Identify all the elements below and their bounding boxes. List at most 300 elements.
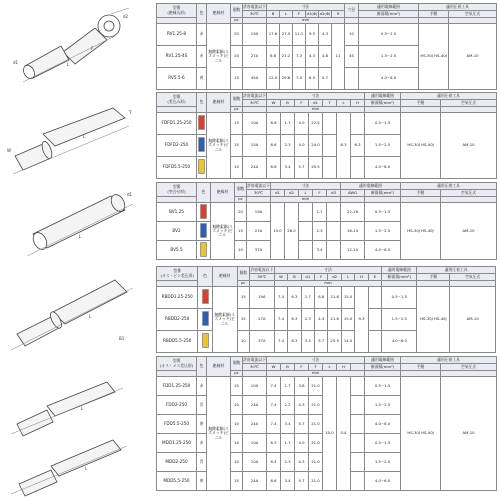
color-cell: 青 (197, 396, 207, 415)
dim-cell: 21.0 (309, 453, 323, 472)
dim-col: B (281, 364, 295, 371)
dim-cell: 4.3 (295, 453, 309, 472)
dim-cell (351, 396, 365, 415)
wire-cell: 0.5~1.5 (365, 203, 401, 222)
hand-tool-cell: HS-30J HS-40J (401, 377, 441, 491)
hand-tool-cell: HS-30J HS-40J (401, 203, 441, 260)
dim-cell: 4.0 (295, 135, 309, 157)
current-cell: 27A (249, 309, 274, 331)
qty-cell: 20 (231, 46, 243, 68)
wire-cell: 1.5~2.5 (365, 396, 401, 415)
header-tool-hand: 手動 (401, 190, 441, 197)
dim-cell: 8.3 (337, 113, 351, 179)
model-cell: MDD5.5-250 (157, 472, 197, 491)
wire-cell: 1.5~2.5 (359, 46, 419, 68)
dim-label-t: T (129, 110, 132, 115)
header-wire-area: 断面積(mm²) (382, 274, 417, 281)
dim-cell: 21.0 (309, 396, 323, 415)
male-terminal-drawing (3, 272, 153, 352)
dim-cell: 2.3 (301, 309, 314, 331)
model-cell: FDFD2-250 (157, 135, 197, 157)
model-cell: MDD2-250 (157, 453, 197, 472)
dim-cell: 6.6 (267, 46, 280, 68)
dim-cell: 3.4 (301, 331, 314, 353)
color-cell (197, 157, 207, 179)
dim-cell: 7.0 (293, 68, 306, 90)
color-chip-icon (202, 311, 209, 326)
qty-cell: 15 (231, 68, 243, 90)
header-wire-area: 断面積(mm²) (365, 100, 401, 107)
wire-cell: 4.0~6.0 (359, 68, 419, 90)
header-insulation: 絶縁材 (207, 357, 231, 377)
header-packaging: 個数 (237, 267, 249, 281)
dim-cell: 5.7 (295, 472, 309, 491)
color-chip-icon (200, 223, 207, 238)
header-dimensions: 寸法 (267, 4, 345, 11)
dim-cell: 5.7 (315, 331, 328, 353)
dim-cell: 4.0 (295, 434, 309, 453)
dim-cell (327, 203, 341, 222)
section-fasten-terminals (0, 356, 500, 500)
current-cell: 10A (243, 453, 267, 472)
color-cell: 黄 (197, 68, 207, 90)
qty-cell: 15 (231, 377, 243, 396)
header-wire-area: 断面積(mm²) (365, 364, 401, 371)
dim-col: L (299, 190, 313, 197)
dim-cell: 7.4 (274, 287, 287, 309)
color-cell: 赤 (197, 377, 207, 396)
header-dimensions: 寸法 (267, 357, 365, 364)
awg-cell: 22-16 (341, 203, 365, 222)
dim-col: H (355, 274, 368, 281)
header-model: 型番 (絶縁丸形) (157, 4, 197, 18)
table-row (157, 287, 496, 309)
header-unit: pc (235, 197, 247, 203)
dim-cell (351, 415, 365, 434)
header-wire-area: 断面積(mm²) (359, 11, 419, 18)
dim-cell (351, 113, 365, 135)
qty-cell: 10 (231, 453, 243, 472)
header-unit: pc (231, 371, 243, 377)
dim-cell (368, 287, 382, 309)
dim-label-f: F (91, 46, 94, 51)
hand-tool-cell: HS-30J HS-40J (401, 113, 441, 179)
dim-cell: 4.3 (315, 309, 328, 331)
wire-cell: 1.5~2.5 (382, 309, 417, 331)
dim-cell: 17.6 (267, 24, 280, 46)
dim-cell: 11 (332, 24, 345, 90)
qty-cell: 20 (231, 24, 243, 46)
color-chip-icon (202, 289, 209, 304)
dim-cell: 2.3 (313, 222, 327, 241)
dim-cell: 6.3 (288, 287, 301, 309)
dim-cell: 4.3 (295, 396, 309, 415)
header-tool: 適用圧着工具 (401, 183, 497, 190)
header-mm: mm (267, 107, 365, 113)
current-cell: 27A (247, 222, 271, 241)
header-tool-air: 空気圧式 (449, 11, 497, 18)
dim-cell (368, 309, 382, 331)
header-tool-hand: 手動 (417, 274, 450, 281)
dim-cell: 21.0 (309, 472, 323, 491)
tail-cell: 10 (345, 24, 359, 46)
current-cell: 37A (249, 331, 274, 353)
dim-label-l: L (67, 62, 70, 67)
dim-cell (299, 203, 313, 222)
dim-cell: 26.0 (285, 203, 299, 260)
header-unit: pc (231, 18, 243, 24)
color-cell: 黄 (197, 472, 207, 491)
dim-cell (323, 135, 337, 157)
dim-cell: 12.0 (267, 68, 280, 90)
color-cell (198, 331, 212, 353)
dim-col: L (337, 100, 351, 107)
header-tool: 適用圧着工具 (401, 357, 497, 364)
dim-cell: 6.6 (267, 472, 281, 491)
dim-cell: 5.7 (295, 157, 309, 179)
model-cell: RV5.5-6 (157, 68, 197, 90)
dim-col: H (351, 100, 365, 107)
qty-cell: 15 (237, 309, 249, 331)
material-cell: 無酸素銅(スズメッキ)ビニル (207, 377, 231, 491)
dim-cell: 21.2 (280, 46, 293, 68)
tail-cell: 4S (345, 46, 359, 68)
dim-label-l: L (79, 234, 82, 239)
qty-cell: 10 (237, 331, 249, 353)
header-current: 許容電流以下 (243, 356, 266, 362)
wire-cell: 1.5~2.5 (365, 222, 401, 241)
header-insulation: 絶縁材 (212, 267, 237, 287)
ring-terminal-drawing (3, 6, 153, 86)
header-wire: 適用電線範囲 (365, 357, 401, 364)
wire-cell: 4.0~6.0 (365, 241, 401, 260)
header-awg: AWG (341, 190, 365, 197)
qty-cell: 10 (235, 241, 247, 260)
header-model: 型番 (オス・メス差込形) (157, 357, 197, 371)
qty-cell: 10 (231, 415, 243, 434)
model-cell: BV2 (157, 222, 197, 241)
dim-col: F (295, 100, 309, 107)
current-cell: 19A (247, 203, 271, 222)
current-cell: 19A (249, 287, 274, 309)
dim-cell: 21.6 (328, 287, 341, 309)
color-cell: 赤 (197, 434, 207, 453)
wire-cell: 4.0~6.0 (382, 331, 417, 353)
dim-col: d1 (301, 274, 314, 281)
header-current: 許容電流以下 (243, 3, 266, 9)
header-wire: 適用電線範囲 (341, 183, 401, 190)
current-cell: 19A (243, 24, 267, 46)
color-cell: 黄 (197, 415, 207, 434)
dim-cell: 7.4 (267, 415, 281, 434)
current-cell: 37A (247, 241, 271, 260)
dim-cell: 6.4 (267, 453, 281, 472)
wire-cell: 4.0~6.0 (365, 415, 401, 434)
header-current: 許容電流以下 (243, 92, 266, 98)
color-chip-icon (202, 333, 209, 348)
model-cell: FDFD5.5-250 (157, 157, 197, 179)
dim-label-l: L (81, 406, 84, 411)
qty-cell: 15 (231, 472, 243, 491)
dim-cell: 7.4 (274, 331, 287, 353)
dim-col: E (368, 274, 382, 281)
current-cell: 24A (243, 472, 267, 491)
color-chip-icon (200, 204, 207, 219)
table-row (157, 113, 497, 135)
header-insulation: 絶縁材 (207, 4, 231, 24)
qty-cell: 20 (235, 203, 247, 222)
dim-col: d3 (327, 190, 341, 197)
dim-col: B (267, 11, 280, 18)
dim-col: L (341, 274, 354, 281)
header-color: 色 (197, 183, 211, 203)
butt-connector-table (156, 182, 497, 260)
dim-cell: 6.8 (315, 287, 328, 309)
dim-cell: 15.0 (271, 203, 285, 260)
color-cell: 青 (197, 453, 207, 472)
dim-col: d1 (271, 190, 285, 197)
dim-col: B (281, 100, 295, 107)
color-cell: 赤 (197, 46, 207, 68)
qty-cell: 10 (231, 396, 243, 415)
dim-cell: 2.3 (281, 135, 295, 157)
header-mm: mm (267, 371, 365, 377)
color-cell (198, 287, 212, 309)
male-terminal-table (156, 266, 496, 353)
dim-cell: 6.3 (288, 331, 301, 353)
dim-cell (368, 331, 382, 353)
dim-cell: 11.1 (293, 24, 306, 46)
dim-cell: 6.6 (267, 135, 281, 157)
wire-cell: 1.5~2.5 (365, 453, 401, 472)
dim-cell: 27.5 (280, 24, 293, 46)
section-ring-terminals (0, 0, 500, 90)
qty-cell: 15 (235, 222, 247, 241)
dim-cell: 4.3 (306, 46, 319, 68)
current-cell: 24A (243, 396, 267, 415)
dim-cell (351, 157, 365, 179)
header-color: 色 (197, 4, 207, 24)
dim-cell: 3.8 (295, 377, 309, 396)
air-tool-cell: AM-10 (449, 24, 497, 90)
current-cell: 27A (243, 46, 267, 68)
dim-cell: 7.4 (267, 377, 281, 396)
dim-cell: 10.0 (323, 377, 337, 491)
dim-col: d1(Φ) (306, 10, 318, 16)
qty-cell: 15 (231, 113, 243, 135)
fasten-terminal-table (156, 356, 497, 491)
material-cell: 無酸素銅(スズメッキ)ビニル (211, 203, 235, 260)
dim-col: H (332, 11, 345, 18)
current-cell: 10A (243, 113, 267, 135)
color-cell (197, 135, 207, 157)
dim-col (351, 364, 365, 371)
dim-label-d1: d1 (127, 192, 133, 197)
dim-cell (351, 453, 365, 472)
header-temp: 30℃ (249, 274, 274, 281)
current-cell: 10A (243, 434, 267, 453)
header-unit: pc (237, 281, 249, 287)
header-current: 許容電流以下 (250, 266, 274, 272)
color-chip-icon (198, 137, 205, 152)
air-tool-cell: AM-10 (441, 377, 497, 491)
dim-label-l: L (83, 134, 86, 139)
dim-cell: 5.7 (319, 68, 332, 90)
dim-col: T (323, 100, 337, 107)
dim-label-d1: d1 (13, 60, 19, 65)
dim-cell: 21.6 (328, 309, 341, 331)
air-tool-cell: AM-10 (441, 113, 497, 179)
header-packaging: 個数 (231, 93, 243, 107)
header-mm: mm (274, 281, 381, 287)
dim-cell: 29.6 (280, 68, 293, 90)
color-cell (197, 241, 211, 260)
air-tool-cell: AM-10 (450, 287, 496, 353)
header-temp: 30℃ (243, 11, 267, 18)
dim-cell: 7.3 (293, 46, 306, 68)
header-tool-air: 空気圧式 (441, 190, 497, 197)
model-cell: FDD1.25-250 (157, 377, 197, 396)
female-terminal-drawing (3, 100, 153, 176)
header-current: 許容電流以下 (247, 182, 270, 188)
dim-label-w: W (7, 148, 11, 153)
header-color: 色 (197, 357, 207, 377)
dim-col: d2 (328, 274, 341, 281)
dim-cell: 4.0 (295, 113, 309, 135)
model-cell: BV1.25 (157, 203, 197, 222)
dim-cell: 1.7 (301, 287, 314, 309)
dim-col: F (315, 274, 328, 281)
dim-cell (351, 472, 365, 491)
header-tool: 適用圧着工具 (419, 4, 497, 11)
qty-cell: 15 (231, 135, 243, 157)
header-packaging: 個数 (235, 183, 247, 197)
wire-cell: 4.0~6.0 (365, 157, 401, 179)
tail-cell (345, 68, 359, 90)
dim-col: F (293, 11, 306, 18)
wire-cell: 0.5~1.5 (365, 377, 401, 396)
section-female-terminals (0, 92, 500, 180)
dim-cell: 21.0 (309, 434, 323, 453)
header-packaging: 個数 (231, 357, 243, 371)
dim-col: W (274, 274, 287, 281)
wire-cell: 0.5~1.5 (365, 434, 401, 453)
model-cell: RBDD5.5-250 (157, 331, 198, 353)
dim-cell (323, 157, 337, 179)
section-male-terminals (0, 266, 500, 352)
header-color: 色 (198, 267, 212, 287)
dim-cell: 6.6 (267, 113, 281, 135)
header-tool: 適用圧着工具 (417, 267, 496, 274)
header-wire: 適用電線範囲 (359, 4, 419, 11)
dim-cell: 2.2 (281, 396, 295, 415)
dim-col: L (280, 11, 293, 18)
dim-col: d1 (309, 100, 323, 107)
header-model: 型番 (突合せ形) (157, 183, 197, 197)
model-cell: RV1.25-8 (157, 24, 197, 46)
current-cell: 15A (243, 135, 267, 157)
dim-label-d2: d2 (123, 14, 129, 19)
header-tool-air: 空気圧式 (441, 364, 497, 371)
dim-cell: 14.0 (341, 331, 354, 353)
dim-label-b1: B1 (119, 336, 125, 341)
dim-cell: 15.0 (341, 309, 354, 331)
dim-col: W (267, 100, 281, 107)
dim-cell (299, 241, 313, 260)
model-cell: MDD1.25-250 (157, 434, 197, 453)
dim-label-l: L (89, 314, 92, 319)
ring-terminal-table (156, 3, 497, 90)
air-tool-cell: AM-10 (441, 203, 497, 260)
header-tool: 適用圧着工具 (401, 93, 497, 100)
dim-cell: 3.4 (313, 241, 327, 260)
header-temp: 30℃ (243, 364, 267, 371)
color-cell (198, 309, 212, 331)
header-unit: pc (231, 107, 243, 113)
header-tool-hand: 手動 (419, 11, 449, 18)
color-chip-icon (200, 242, 207, 257)
dim-cell: 6.3 (267, 434, 281, 453)
dim-cell (299, 222, 313, 241)
dim-cell: 3.4 (281, 472, 295, 491)
header-tool-air: 空気圧式 (441, 100, 497, 107)
header-insulation: 絶縁材 (211, 183, 235, 203)
qty-cell: 10 (231, 157, 243, 179)
dim-col: F (295, 364, 309, 371)
header-tool-hand: 手動 (401, 100, 441, 107)
dim-cell (351, 434, 365, 453)
header-hole: 穴径 (345, 4, 359, 18)
qty-cell: 15 (237, 287, 249, 309)
dim-cell: 7.4 (274, 309, 287, 331)
current-cell: 24A (243, 157, 267, 179)
color-cell (197, 113, 207, 135)
header-mm: mm (271, 197, 341, 203)
header-color: 色 (197, 93, 207, 113)
header-dimensions: 寸法 (271, 183, 341, 190)
header-wire: 適用電線範囲 (365, 93, 401, 100)
dim-cell (323, 113, 337, 135)
current-cell: 24A (243, 415, 267, 434)
dim-cell: 22.5 (309, 113, 323, 135)
dim-cell: 4.3 (319, 24, 332, 46)
material-cell: 無酸素銅(スズメッキ)ビニル (207, 24, 231, 90)
hand-tool-cell: HS-30J HS-40J (419, 24, 449, 90)
header-tool-hand: 手動 (401, 364, 441, 371)
model-cell: RBDD2-250 (157, 309, 198, 331)
dim-cell: 24.0 (309, 135, 323, 157)
color-cell (197, 203, 211, 222)
dim-cell: 21.0 (309, 377, 323, 396)
dim-col: W (267, 364, 281, 371)
wire-cell: 0.5~1.5 (382, 287, 417, 309)
dim-cell: 9.3 (355, 287, 368, 353)
dim-col: H (337, 364, 351, 371)
dim-col: T (309, 364, 323, 371)
header-dimensions: 寸法 (274, 267, 381, 274)
dim-col: B (288, 274, 301, 281)
dim-cell: 0.4 (337, 377, 351, 491)
dim-col: d2(Φ) (319, 10, 331, 16)
wire-cell: 0.5~1.5 (365, 113, 401, 135)
dim-cell: 1.7 (281, 377, 295, 396)
awg-cell: 16-14 (341, 222, 365, 241)
model-cell: FDD2-250 (157, 396, 197, 415)
dim-cell: 1.7 (313, 203, 327, 222)
dim-cell (327, 241, 341, 260)
dim-cell: 9.5 (306, 24, 319, 46)
dim-cell: 3.4 (281, 157, 295, 179)
